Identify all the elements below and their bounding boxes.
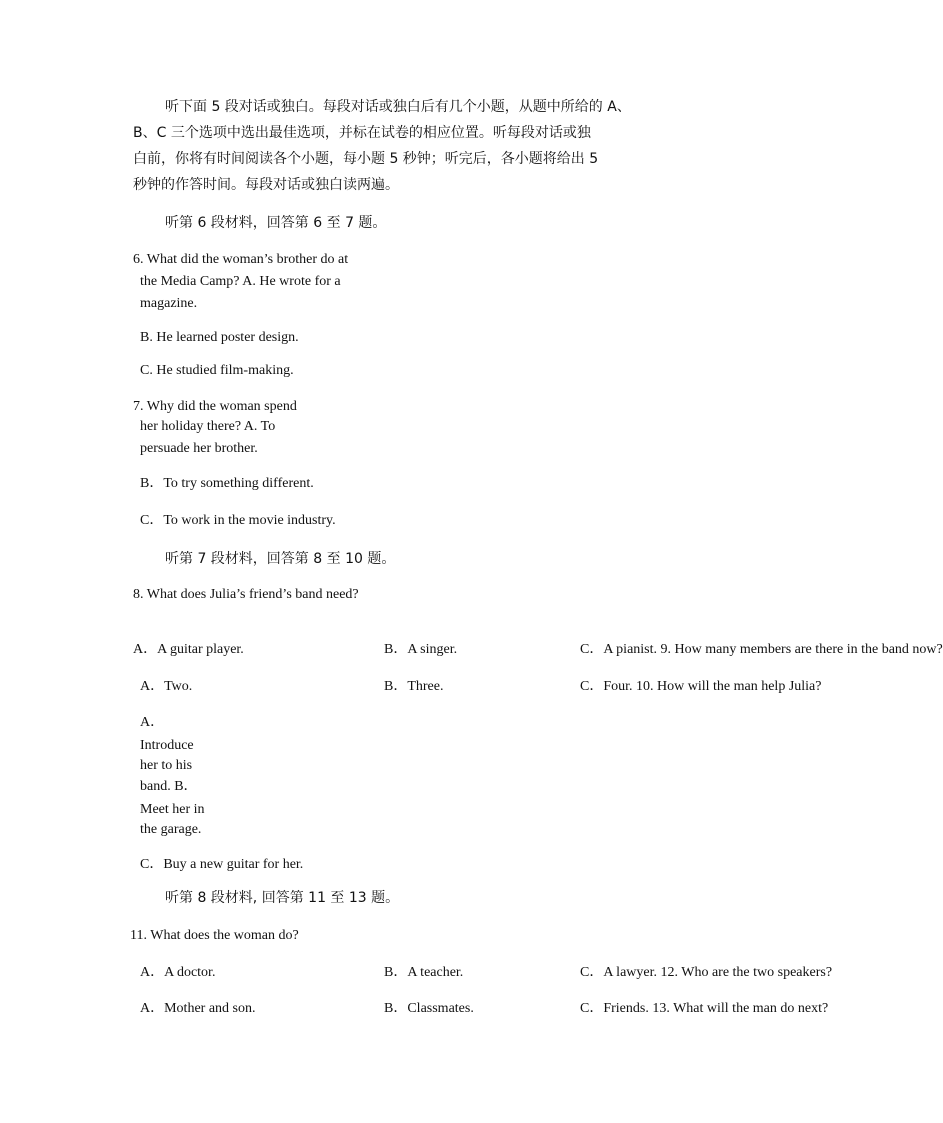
question-7-option-b: B．To try something different.	[140, 476, 314, 491]
question-8-option-a: A．A guitar player.	[133, 642, 244, 657]
question-10-option-line: Meet her in	[140, 802, 205, 817]
question-10-option-line: Introduce	[140, 738, 194, 753]
section-heading-8: 听第 8 段材料, 回答第 11 至 13 题。	[165, 890, 400, 906]
question-7-line: 7. Why did the woman spend	[133, 399, 297, 414]
question-10-option-line: her to his	[140, 758, 193, 773]
question-9-option-c: C．Four. 10. How will the man help Julia?	[580, 679, 822, 694]
question-6-line: magazine.	[140, 296, 198, 311]
question-12-option-b: B．Classmates.	[384, 1001, 474, 1016]
question-9-option-a: A．Two.	[140, 679, 193, 694]
question-7-option-c: C．To work in the movie industry.	[140, 513, 336, 528]
question-7-line: her holiday there? A. To	[140, 419, 276, 434]
question-8-option-c: C．A pianist. 9. How many members are there in the band now?	[580, 642, 943, 657]
instructions-line: 白前，你将有时间阅读各个小题，每小题 5 秒钟；听完后，各小题将给出 5	[133, 151, 599, 167]
question-10-option-line: A．	[140, 715, 165, 730]
question-10-option-line: band. B．	[140, 779, 198, 794]
question-11-option-b: B．A teacher.	[384, 965, 464, 980]
question-9-option-b: B．Three.	[384, 679, 444, 694]
question-11: 11. What does the woman do?	[130, 928, 299, 943]
question-8: 8. What does Julia’s friend’s band need?	[133, 587, 359, 602]
instructions-line: 秒钟的作答时间。每段对话或独白读两遍。	[133, 177, 399, 193]
question-6-option-b: B. He learned poster design.	[140, 330, 299, 345]
instructions-line: B、C 三个选项中选出最佳选项，并标在试卷的相应位置。听每段对话或独	[133, 125, 591, 141]
instructions-line: 听下面 5 段对话或独白。每段对话或独白后有几个小题，从题中所给的 A、	[165, 99, 631, 115]
question-6-line: 6. What did the woman’s brother do at	[133, 252, 349, 267]
question-10-option-c: C．Buy a new guitar for her.	[140, 857, 304, 872]
question-12-option-a: A．Mother and son.	[140, 1001, 256, 1016]
question-6-line: the Media Camp? A. He wrote for a	[140, 274, 341, 289]
instructions-paragraph	[133, 94, 673, 198]
section-heading-7: 听第 7 段材料，回答第 8 至 10 题。	[165, 551, 396, 567]
question-6-option-c: C. He studied film-making.	[140, 363, 294, 378]
section-heading-6: 听第 6 段材料，回答第 6 至 7 题。	[165, 215, 387, 231]
question-7-line: persuade her brother.	[140, 441, 258, 456]
question-12-option-c: C．Friends. 13. What will the man do next?	[580, 1001, 829, 1016]
question-10-option-line: the garage.	[140, 822, 202, 837]
question-11-option-c: C．A lawyer. 12. Who are the two speakers?	[580, 965, 833, 980]
question-8-option-b: B．A singer.	[384, 642, 458, 657]
question-11-option-a: A．A doctor.	[140, 965, 216, 980]
